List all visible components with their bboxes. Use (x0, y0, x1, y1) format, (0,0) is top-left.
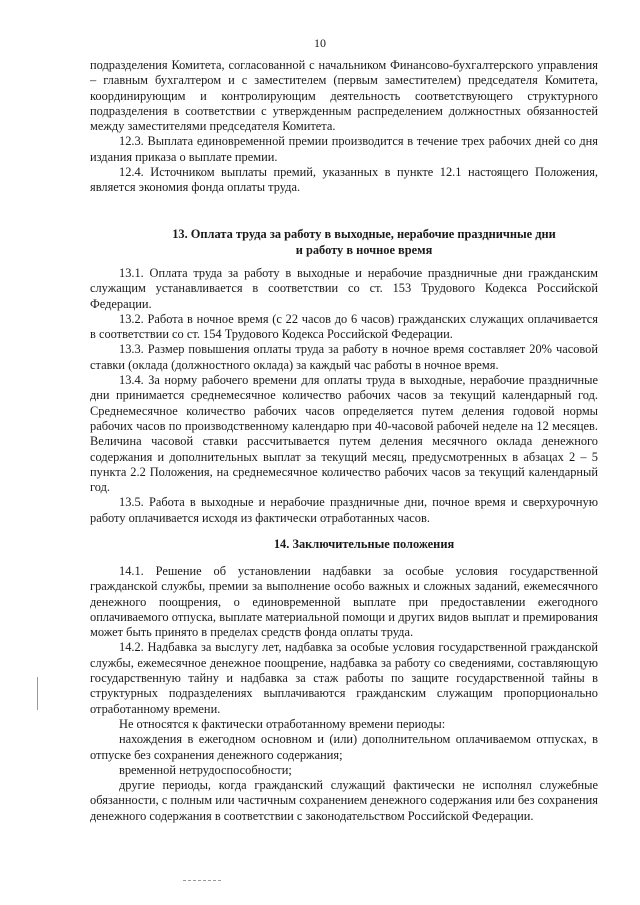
paragraph-excluded-periods: Не относятся к фактически отработанному времени периоды: (119, 716, 446, 731)
paragraph-continuation: подразделения Комитета, согласованной с начальником Финансово-бухгалтерского управления – главным бухгалтером и с заместителем (первым заместителем) председателя Комитета, координирующим и контролирующим деятельность соответствующего структурного подразделения в соответствии с утвержденным распределением должностных обязанностей между заместителями председателя Комитета. (90, 58, 598, 134)
paragraph-13-2: 13.2. Работа в ночное время (с 22 часов до 6 часов) гражданских служащих оплачивается в соответствии со ст. 154 Трудового Кодекса Российской Федерации. (90, 311, 598, 342)
scan-bottom-mark (183, 880, 221, 881)
page-number: 10 (314, 36, 326, 50)
section-14-heading (90, 536, 638, 552)
paragraph-12-3: 12.3. Выплата единовременной премии производится в течение трех рабочих дней со дня издания приказа о выплате премии. (90, 134, 598, 164)
section-14-title: 14. Заключительные положения (273, 537, 455, 551)
paragraph-other-periods: другие периоды, когда гражданский служащий фактически не исполнял служебные обязанности, с полным или частичным сохранением денежного содержания или без сохранения денежного содержания в соответствии с законодательством Российской Федерации. (90, 778, 598, 823)
paragraph-13-5: 13.5. Работа в выходные и нерабочие праздничные дни, почное время и сверхурочную работу оплачивается исходя из фактически отработанных часов. (90, 495, 598, 525)
paragraph-13-1: 13.1. Оплата труда за работу в выходные и нерабочие праздничные дни гражданским служащим устанавливается в соответствии со ст. 153 Трудового Кодекса Российской Федерации. (90, 266, 598, 311)
section-13-title-line2: и работу в ночное время (295, 243, 433, 257)
paragraph-12-4: 12.4. Источником выплаты премий, указанных в пункте 12.1 настоящего Положения, является экономия фонда оплаты труда. (90, 165, 598, 195)
section-13-body (90, 266, 598, 526)
section-14-body (90, 564, 598, 824)
paragraph-disability: временной нетрудоспособности; (119, 762, 292, 777)
paragraph-14-1: 14.1. Решение об установлении надбавки за особые условия государственной гражданской службы, премии за выполнение особо важных и сложных заданий, ежемесячного денежного поощрения, о единовременной выплате при предоставлении ежегодного оплачиваемого отпуска, выплате материальной помощи и других видов выплат и премирования может быть принято в пределах средств фонда оплаты труда. (90, 564, 598, 640)
section-13-heading (90, 226, 638, 258)
paragraph-13-4: 13.4. За норму рабочего времени для оплаты труда в выходные, нерабочие праздничные дни принимается среднемесячное количество рабочих часов за текущий календарный год. Среднемесячное количество рабочих часов определяется путем деления годовой нормы рабочих часов по производственному календарю при 40-часовой рабочей неделе на 12 месяцев. Величина часовой ставки рассчитывается путем деления месячного оклада денежного содержания и дополнительных выплат за текущий месяц, предусмотренных в абзацах 2 – 5 пункта 2.2 Положения, на среднемесячное количество рабочих часов за текущий календарный год. (90, 373, 598, 495)
paragraph-13-3: 13.3. Размер повышения оплаты труда за работу в ночное время составляет 20% часовой ставки (оклада (должностного оклада) за каждый час работы в ночное время. (90, 342, 598, 372)
scan-margin-mark (37, 677, 38, 710)
paragraph-14-2: 14.2. Надбавка за выслугу лет, надбавка за особые условия государственной гражданской службы, ежемесячное денежное поощрение, надбавка за работу со сведениями, составляющую государственную тайну и надбавка за стаж работы по защите государственной тайны в структурных подразделениях выплачиваются гражданским служащим пропорционально отработанному времени. (90, 640, 598, 716)
section-13-title-line1: 13. Оплата труда за работу в выходные, нерабочие праздничные дни (172, 227, 556, 241)
continuation-block (90, 58, 598, 196)
paragraph-vacation: нахождения в ежегодном основном и (или) дополнительном оплачиваемом отпусках, в отпуске без сохранения денежного содержания; (90, 732, 598, 762)
